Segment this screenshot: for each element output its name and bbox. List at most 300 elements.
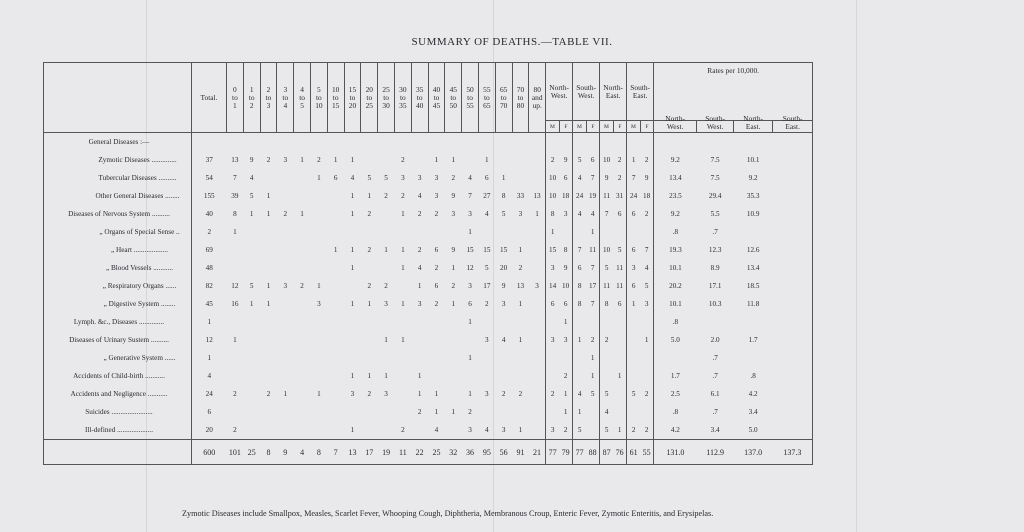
- table-cell: 2: [501, 390, 506, 398]
- table-cell: [260, 421, 277, 440]
- table-cell: 2: [401, 156, 405, 164]
- table-cell: 13: [533, 192, 541, 200]
- table-cell: [512, 367, 529, 385]
- table-cell: 8: [600, 295, 614, 313]
- table-cell: 8: [233, 210, 237, 218]
- header-sex: F: [559, 121, 573, 133]
- table-cell: 5: [617, 246, 622, 254]
- table-cell: [327, 421, 344, 440]
- table-cell: [294, 331, 311, 349]
- table-cell: 2: [192, 223, 227, 241]
- table-cell: 13.4: [654, 169, 697, 187]
- table-cell: [573, 133, 587, 152]
- table-cell: [546, 403, 560, 421]
- table-cell: 6.1: [710, 390, 720, 398]
- table-cell: 7.5: [710, 174, 720, 182]
- total-cell: 36: [462, 440, 479, 465]
- table-cell: 5: [249, 192, 254, 200]
- table-cell: 9: [249, 156, 254, 164]
- total-cell: 17: [361, 440, 378, 465]
- table-cell: [529, 241, 546, 259]
- total-cell: 137.3: [773, 440, 813, 465]
- totals-label: [44, 440, 192, 465]
- table-cell: 2: [546, 385, 560, 403]
- table-cell: 5: [367, 174, 372, 182]
- table-cell: [600, 133, 614, 152]
- table-cell: 2: [367, 210, 372, 218]
- table-cell: [586, 421, 600, 440]
- header-row: [44, 63, 813, 121]
- table-cell: [462, 331, 479, 349]
- header-rate-district: South- West.: [697, 121, 734, 133]
- table-cell: 3.4: [748, 408, 758, 416]
- table-cell: [243, 223, 260, 241]
- table-cell: [495, 349, 512, 367]
- table-cell: 1: [192, 349, 227, 367]
- table-cell: 4: [485, 210, 489, 218]
- table-cell: 1: [350, 426, 355, 434]
- table-row: [44, 259, 813, 277]
- table-cell: [227, 313, 244, 331]
- table-cell: 5: [249, 282, 254, 290]
- header-rates: Rates per 10,000.: [654, 63, 813, 121]
- table-cell: 2.5: [654, 385, 697, 403]
- table-cell: [243, 403, 260, 421]
- table-cell: 3: [317, 300, 321, 308]
- table-cell: 2: [518, 390, 523, 398]
- table-cell: 6: [468, 300, 472, 308]
- table-cell: .8: [654, 313, 697, 331]
- header-total: Total.: [192, 63, 227, 133]
- table-cell: 5: [573, 421, 587, 440]
- table-cell: 2: [317, 156, 321, 164]
- header-district: North- East.: [600, 63, 627, 121]
- header-district: South- West.: [573, 63, 600, 121]
- table-cell: 2: [600, 331, 614, 349]
- table-cell: [260, 169, 277, 187]
- table-cell: 1: [468, 318, 472, 326]
- table-cell: 40: [192, 205, 227, 223]
- table-cell: [613, 331, 627, 349]
- row-label: „ Blood Vessels ...........: [106, 264, 173, 272]
- table-cell: 13.4: [746, 264, 760, 272]
- table-cell: 11.8: [746, 300, 760, 308]
- table-cell: [327, 133, 344, 152]
- table-cell: 10.3: [708, 300, 722, 308]
- table-cell: [495, 151, 512, 169]
- table-cell: [243, 133, 260, 152]
- header-age-group: 40 to 45: [428, 63, 445, 133]
- table-cell: [394, 277, 411, 295]
- table-cell: [697, 313, 734, 331]
- table-cell: 1: [249, 210, 254, 218]
- table-cell: 31: [616, 192, 624, 200]
- table-cell: 1: [546, 223, 560, 241]
- footnote: Zymotic Diseases include Smallpox, Measles, Scarlet Fever, Whooping Cough, Diphtheria, Membranous Croup, Enteric Fever, Zymotic Enteritis, and Erysipelas.: [182, 509, 714, 518]
- table-cell: 1: [233, 336, 237, 344]
- row-label: Lymph. &c., Diseases ..............: [73, 318, 165, 326]
- table-cell: [445, 349, 462, 367]
- table-cell: [529, 331, 546, 349]
- table-cell: [428, 223, 445, 241]
- table-cell: [277, 133, 294, 152]
- table-cell: 4: [573, 169, 587, 187]
- table-cell: [378, 205, 395, 223]
- table-cell: [559, 223, 573, 241]
- table-cell: [512, 169, 529, 187]
- table-cell: 2: [233, 426, 237, 434]
- table-cell: [277, 421, 294, 440]
- header-rate-district: North- West.: [654, 121, 697, 133]
- row-label: General Diseases :—: [88, 138, 150, 146]
- table-cell: 1: [518, 246, 523, 254]
- table-cell: [378, 313, 395, 331]
- table-cell: 2: [451, 282, 456, 290]
- header-age-group: 30 to 35: [394, 63, 411, 133]
- table-cell: 3: [401, 174, 405, 182]
- table-cell: 4: [573, 205, 587, 223]
- table-cell: [277, 403, 294, 421]
- table-cell: [640, 223, 654, 241]
- table-cell: [294, 421, 311, 440]
- table-cell: [411, 223, 428, 241]
- table-cell: 69: [192, 241, 227, 259]
- table-cell: 1: [573, 331, 587, 349]
- table-cell: [529, 259, 546, 277]
- table-cell: 1: [468, 390, 472, 398]
- header-age-group: 4 to 5: [294, 63, 311, 133]
- table-cell: 6: [434, 282, 439, 290]
- table-cell: 3: [501, 300, 506, 308]
- table-cell: [640, 403, 654, 421]
- table-cell: [260, 313, 277, 331]
- table-cell: 3: [546, 259, 560, 277]
- table-cell: [600, 367, 614, 385]
- table-cell: [361, 403, 378, 421]
- table-cell: 3: [283, 282, 288, 290]
- table-cell: [227, 259, 244, 277]
- table-cell: 15: [466, 246, 474, 254]
- table-cell: [734, 349, 773, 367]
- table-cell: 1: [644, 336, 649, 344]
- totals-row: [44, 440, 813, 465]
- table-cell: [310, 403, 327, 421]
- table-row: [44, 187, 813, 205]
- table-cell: [627, 313, 641, 331]
- table-cell: [559, 349, 573, 367]
- table-cell: 3: [417, 300, 422, 308]
- header-age-group: 0 to 1: [227, 63, 244, 133]
- row-label: Zymotic Diseases ..............: [98, 156, 177, 164]
- table-cell: 2: [644, 210, 649, 218]
- table-cell: [627, 349, 641, 367]
- header-sex: F: [586, 121, 600, 133]
- row-label: Accidents and Negligence ...........: [70, 390, 168, 398]
- table-cell: [294, 385, 311, 403]
- table-cell: 17: [483, 282, 491, 290]
- table-cell: [546, 313, 560, 331]
- table-cell: 10.1: [654, 259, 697, 277]
- header-district: North- West.: [546, 63, 573, 121]
- table-cell: 6: [485, 174, 489, 182]
- table-cell: .8: [750, 372, 756, 380]
- table-cell: [243, 385, 260, 403]
- table-cell: [627, 403, 641, 421]
- table-cell: 12.6: [746, 246, 760, 254]
- table-cell: 23.5: [654, 187, 697, 205]
- header-age-group: 70 to 80: [512, 63, 529, 133]
- table-cell: 1: [617, 372, 622, 380]
- table-cell: 1: [266, 192, 271, 200]
- table-cell: 10.1: [654, 295, 697, 313]
- table-cell: [529, 151, 546, 169]
- table-cell: [411, 151, 428, 169]
- table-cell: [327, 403, 344, 421]
- row-label: Suicides .......................: [85, 408, 153, 416]
- table-cell: 48: [192, 259, 227, 277]
- total-cell: 8: [260, 440, 277, 465]
- header-age-group: 55 to 65: [478, 63, 495, 133]
- table-cell: 10: [562, 282, 570, 290]
- table-cell: [462, 133, 479, 152]
- table-cell: 2: [434, 264, 439, 272]
- table-cell: 1: [401, 210, 405, 218]
- table-cell: [327, 295, 344, 313]
- table-cell: 1: [451, 156, 456, 164]
- table-cell: [640, 133, 654, 152]
- table-cell: 12: [466, 264, 474, 272]
- table-cell: [277, 295, 294, 313]
- table-cell: 1: [401, 336, 405, 344]
- table-row: [44, 367, 813, 385]
- table-cell: 13: [516, 282, 525, 290]
- header-age-group: 20 to 25: [361, 63, 378, 133]
- table-cell: 9: [451, 192, 456, 200]
- table-cell: 2: [546, 151, 560, 169]
- table-cell: [445, 223, 462, 241]
- table-row: [44, 295, 813, 313]
- table-cell: [327, 385, 344, 403]
- table-cell: 2.0: [710, 336, 720, 344]
- table-cell: 2: [434, 210, 439, 218]
- header-sex: M: [627, 121, 641, 133]
- table-cell: 7: [590, 174, 595, 182]
- table-cell: 6: [627, 241, 641, 259]
- table-row: [44, 349, 813, 367]
- table-cell: [613, 403, 627, 421]
- table-cell: 6: [590, 156, 595, 164]
- table-cell: [529, 313, 546, 331]
- table-cell: 11: [589, 246, 597, 254]
- table-cell: [277, 349, 294, 367]
- table-cell: 1: [590, 354, 595, 362]
- table-cell: 5: [384, 174, 388, 182]
- table-cell: 1: [384, 246, 388, 254]
- table-cell: 9: [644, 174, 649, 182]
- total-cell: 112.9: [697, 440, 734, 465]
- table-cell: [445, 385, 462, 403]
- row-label: „ Digestive System ........: [103, 300, 176, 308]
- table-cell: [277, 169, 294, 187]
- table-cell: [344, 223, 361, 241]
- total-cell: 25: [428, 440, 445, 465]
- table-cell: [327, 331, 344, 349]
- page-title: SUMMARY OF DEATHS.—TABLE VII.: [411, 36, 613, 48]
- table-cell: [227, 133, 244, 152]
- table-row: [44, 313, 813, 331]
- table-cell: [640, 313, 654, 331]
- table-cell: [734, 313, 773, 331]
- table-cell: [227, 403, 244, 421]
- table-cell: [277, 259, 294, 277]
- table-cell: 1: [518, 300, 523, 308]
- table-cell: 1: [518, 426, 523, 434]
- table-cell: 4: [501, 336, 506, 344]
- table-cell: 1: [627, 151, 641, 169]
- header-rate-district: South- East.: [773, 121, 813, 133]
- table-cell: 24: [192, 385, 227, 403]
- table-cell: 2: [401, 426, 405, 434]
- table-cell: [478, 313, 495, 331]
- table-cell: 3: [283, 156, 288, 164]
- table-cell: 5: [590, 390, 595, 398]
- total-cell: 88: [586, 440, 600, 465]
- table-cell: 7: [233, 174, 237, 182]
- table-cell: 4: [350, 174, 355, 182]
- table-cell: 2: [563, 426, 568, 434]
- table-cell: [378, 223, 395, 241]
- table-cell: 1: [627, 295, 641, 313]
- table-cell: 1: [501, 174, 506, 182]
- table-cell: 18: [562, 192, 570, 200]
- header-rate-district: North- East.: [734, 121, 773, 133]
- table-cell: [734, 133, 773, 152]
- row-label: Tubercular Diseases ..........: [98, 174, 177, 182]
- table-cell: 2: [401, 192, 405, 200]
- table-cell: 1: [300, 156, 304, 164]
- table-cell: 9.2: [748, 174, 758, 182]
- table-cell: 2: [590, 336, 595, 344]
- table-cell: [243, 313, 260, 331]
- table-cell: 1: [233, 228, 237, 236]
- table-cell: 4: [485, 426, 489, 434]
- table-cell: 15: [483, 246, 491, 254]
- total-cell: 61: [627, 440, 641, 465]
- table-cell: [546, 133, 560, 152]
- table-cell: 1: [350, 192, 355, 200]
- table-cell: [495, 133, 512, 152]
- table-cell: 5: [644, 282, 649, 290]
- table-cell: [478, 403, 495, 421]
- table-cell: 3: [546, 421, 560, 440]
- row-label: Accidents of Child-birth ...........: [73, 372, 165, 380]
- table-cell: [294, 241, 311, 259]
- table-cell: [243, 259, 260, 277]
- total-cell: 13: [344, 440, 361, 465]
- table-cell: 1: [417, 282, 422, 290]
- table-cell: 2: [617, 174, 622, 182]
- table-cell: [294, 259, 311, 277]
- table-cell: 82: [192, 277, 227, 295]
- table-cell: [512, 403, 529, 421]
- table-cell: 39: [231, 192, 239, 200]
- table-cell: 1: [350, 300, 355, 308]
- header-age-group: 45 to 50: [445, 63, 462, 133]
- table-cell: [613, 385, 627, 403]
- total-cell: 11: [394, 440, 411, 465]
- table-cell: [344, 133, 361, 152]
- table-cell: [546, 367, 560, 385]
- header-age-group: 1 to 2: [243, 63, 260, 133]
- table-cell: 12: [192, 331, 227, 349]
- table-cell: 5.0: [654, 331, 697, 349]
- table-cell: 3: [468, 282, 472, 290]
- total-cell: 21: [529, 440, 546, 465]
- table-cell: 9: [451, 246, 456, 254]
- table-cell: [411, 421, 428, 440]
- table-cell: 1: [350, 372, 355, 380]
- total-cell: 87: [600, 440, 614, 465]
- table-cell: [445, 313, 462, 331]
- table-cell: 6: [617, 210, 622, 218]
- table-cell: [411, 331, 428, 349]
- header-age-group: 35 to 40: [411, 63, 428, 133]
- table-cell: 10: [600, 151, 614, 169]
- table-cell: [512, 223, 529, 241]
- total-cell: 8: [310, 440, 327, 465]
- table-cell: .7: [712, 354, 718, 362]
- table-row: [44, 151, 813, 169]
- table-cell: 1: [266, 300, 271, 308]
- table-cell: [260, 349, 277, 367]
- table-cell: 7: [590, 300, 595, 308]
- table-cell: 11: [616, 264, 624, 272]
- table-cell: [394, 133, 411, 152]
- table-cell: [327, 367, 344, 385]
- table-cell: [573, 367, 587, 385]
- table-cell: [260, 133, 277, 152]
- table-cell: [573, 313, 587, 331]
- table-cell: 1.7: [748, 336, 758, 344]
- table-cell: 2: [627, 421, 641, 440]
- table-cell: 1: [417, 390, 422, 398]
- table-cell: 2: [367, 246, 372, 254]
- table-cell: [310, 259, 327, 277]
- table-cell: 6: [627, 205, 641, 223]
- table-cell: [627, 223, 641, 241]
- total-cell: 77: [546, 440, 560, 465]
- table-cell: 1: [367, 372, 372, 380]
- table-cell: 11: [600, 277, 614, 295]
- table-cell: [310, 421, 327, 440]
- table-cell: 5: [600, 259, 614, 277]
- table-cell: 19: [589, 192, 597, 200]
- table-cell: [243, 331, 260, 349]
- table-cell: 1: [590, 228, 595, 236]
- header-label-column: [44, 63, 192, 133]
- table-cell: 3: [501, 426, 506, 434]
- table-cell: [243, 349, 260, 367]
- table-cell: 3: [468, 426, 472, 434]
- table-cell: [495, 313, 512, 331]
- table-cell: [697, 133, 734, 152]
- header-age-group: 65 to 70: [495, 63, 512, 133]
- table-cell: [529, 403, 546, 421]
- table-row: [44, 133, 813, 152]
- table-cell: [394, 367, 411, 385]
- table-cell: 29.4: [708, 192, 722, 200]
- table-row: [44, 277, 813, 295]
